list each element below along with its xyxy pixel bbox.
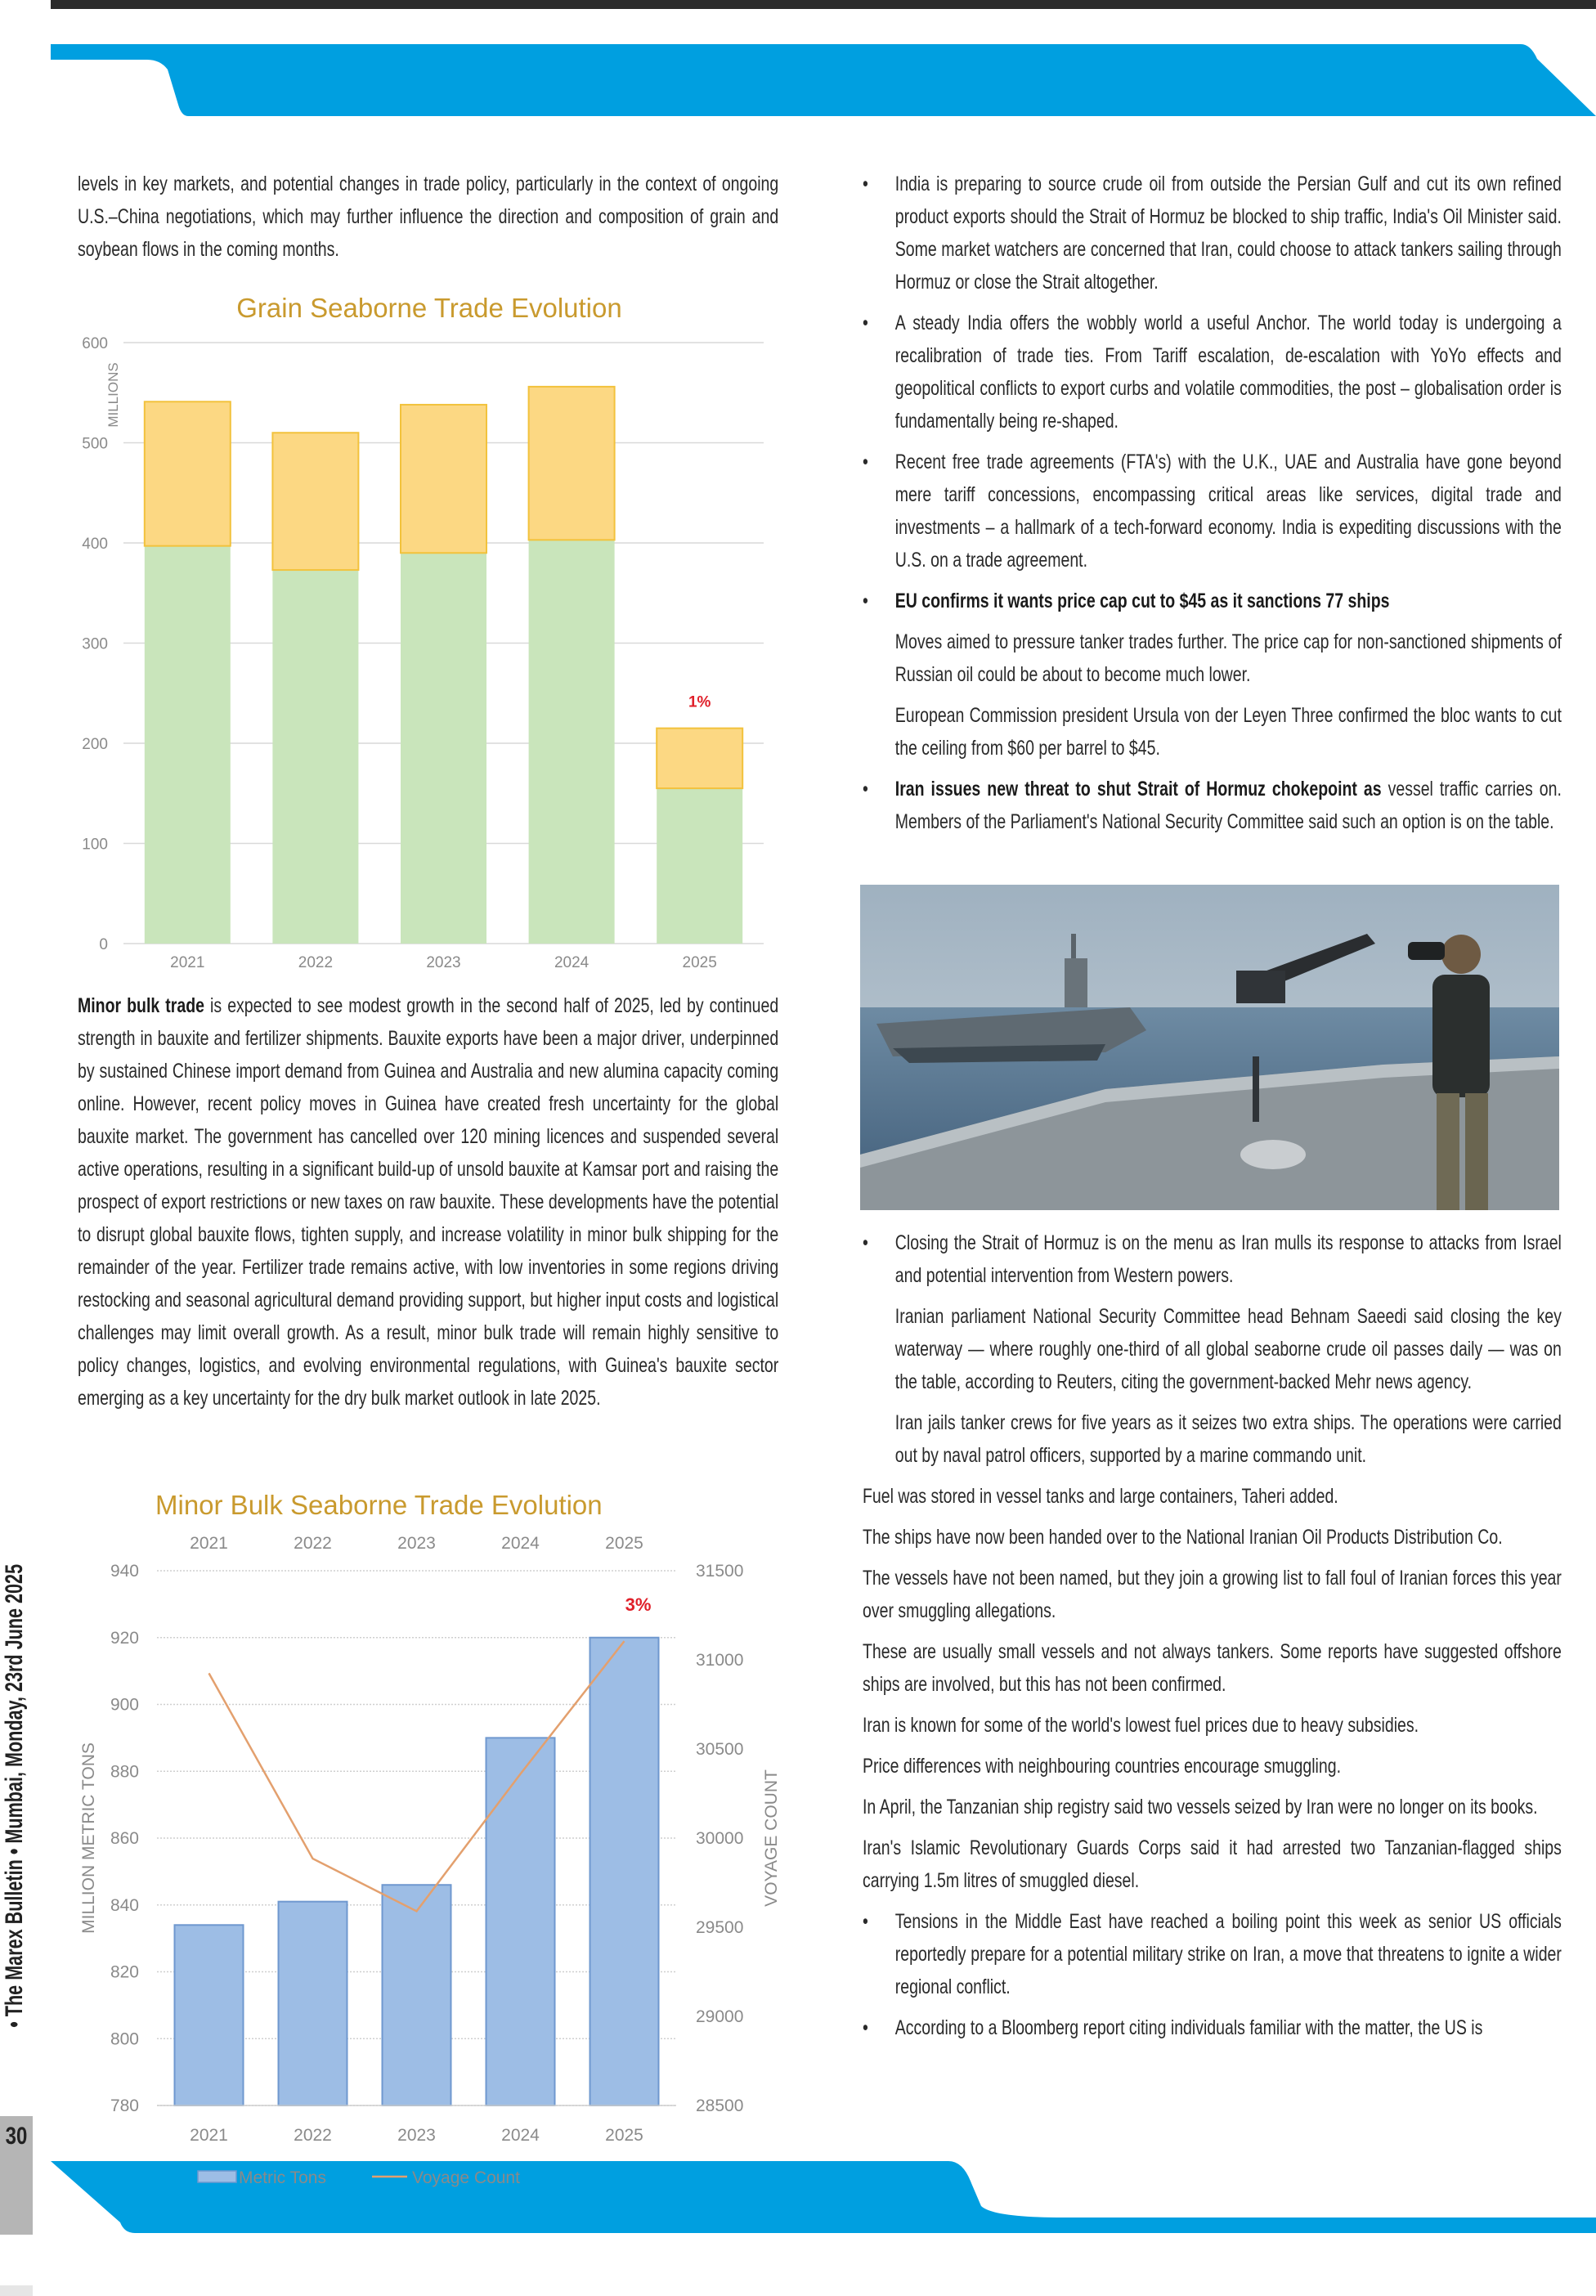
minor-bulk-chart-title: Minor Bulk Seaborne Trade Evolution bbox=[155, 1490, 603, 1520]
x-top-tick-label: 2023 bbox=[397, 1534, 436, 1553]
paragraph-text: Closing the Strait of Hormuz is on the menu as Iran mulls its response to attacks from Israel and potential intervention from Western powers. bbox=[894, 1231, 1562, 1287]
y-tick-label: 880 bbox=[110, 1762, 139, 1782]
y-tick-label: 900 bbox=[110, 1695, 139, 1715]
paragraph-text: Tensions in the Middle East have reached a boiling point this week as senior US officials reportedly prepare for a potential military strike on Iran, a move that threatens to ignite a wider regional conflict. bbox=[894, 1910, 1562, 1998]
x-tick-label: 2024 bbox=[501, 2126, 540, 2145]
x-tick-label: 2021 bbox=[170, 954, 205, 971]
paragraph-text: Moves aimed to pressure tanker trades further. The price cap for non-sanctioned shipments of Russian oil could be about to become much lower. bbox=[894, 630, 1562, 686]
annotation-label: 3% bbox=[625, 1594, 652, 1615]
minor-bulk-chart bbox=[65, 1480, 785, 2187]
grain-chart bbox=[65, 278, 785, 989]
bar-upper-segment bbox=[145, 401, 231, 545]
bullet-item bbox=[863, 585, 1562, 617]
x-tick-label: 2024 bbox=[554, 954, 590, 971]
paragraph-text: The vessels have not been named, but they join a growing list to fall foul of Iranian forces this year over smuggling allegations. bbox=[863, 1567, 1562, 1622]
y-tick-label: 940 bbox=[110, 1562, 139, 1581]
y-tick-label: 800 bbox=[110, 2029, 139, 2049]
y2-tick-label: 30500 bbox=[696, 1740, 744, 1759]
x-top-tick-label: 2024 bbox=[501, 1534, 540, 1553]
y-tick-label: 400 bbox=[82, 536, 108, 553]
bar-lower-segment bbox=[657, 788, 742, 944]
bullet-icon: • bbox=[863, 451, 868, 473]
bullet-item bbox=[863, 2011, 1562, 2044]
y-axis-label: MILLION METRIC TONS bbox=[79, 1742, 98, 1934]
y-tick-label: 0 bbox=[99, 936, 108, 953]
bullet-icon: • bbox=[863, 1231, 868, 1254]
bullet-item bbox=[863, 168, 1562, 298]
paragraph bbox=[863, 1480, 1562, 1513]
x-tick-label: 2025 bbox=[682, 954, 717, 971]
right-column-bottom bbox=[863, 1226, 1562, 2052]
paragraph bbox=[863, 626, 1562, 691]
bar-metric-tons bbox=[383, 1885, 451, 2105]
x-tick-label: 2022 bbox=[298, 954, 334, 971]
paragraph-text: Fuel was stored in vessel tanks and large containers, Taheri added. bbox=[863, 1485, 1338, 1508]
paragraph bbox=[863, 699, 1562, 765]
bold-lead: Iran issues new threat to shut Strait of Hormuz chokepoint as bbox=[894, 778, 1382, 800]
bar-lower-segment bbox=[401, 553, 486, 944]
legend-label-metric-tons: Metric Tons bbox=[239, 2168, 326, 2187]
y-tick-label: 820 bbox=[110, 1962, 139, 1982]
annotation-label: 1% bbox=[688, 693, 711, 711]
y-tick-label: 840 bbox=[110, 1895, 139, 1915]
y-tick-label: 600 bbox=[82, 335, 108, 352]
paragraph bbox=[863, 1750, 1562, 1783]
paragraph-text: Iran jails tanker crews for five years as it seizes two extra ships. The operations were carried out by naval patrol officers, supported by a marine commando unit. bbox=[894, 1411, 1562, 1467]
paragraph-text: A steady India offers the wobbly world a useful Anchor. The world today is undergoing a recalibration of trade ties. From Tariff escalation, de-escalation with YoYo effects and geopolitical conflicts to export curbs and volatile commodities, the post – globalisation order is fundamentally being re-shaped. bbox=[894, 312, 1562, 433]
bar-metric-tons bbox=[279, 1902, 347, 2105]
bar-lower-segment bbox=[272, 570, 358, 944]
grain-chart-plot bbox=[65, 278, 785, 989]
legend-label-voyage-count: Voyage Count bbox=[412, 2168, 520, 2187]
paragraph bbox=[863, 1406, 1562, 1472]
paragraph-text: Iran's Islamic Revolutionary Guards Corps said it had arrested two Tanzanian-flagged ships carrying 1.5m litres of smuggled diesel. bbox=[863, 1836, 1562, 1892]
paragraph-text: According to a Bloomberg report citing individuals familiar with the matter, the US is bbox=[894, 2016, 1483, 2039]
corner-tab bbox=[0, 2285, 33, 2296]
bar-upper-segment bbox=[529, 387, 615, 540]
y2-axis-label: VOYAGE COUNT bbox=[762, 1769, 781, 1907]
bar-lower-segment bbox=[145, 546, 231, 944]
bar-lower-segment bbox=[529, 540, 615, 944]
left-column-minor-bulk bbox=[78, 989, 778, 1423]
legend-swatch-metric-tons bbox=[198, 2171, 236, 2182]
paragraph bbox=[863, 1300, 1562, 1398]
x-tick-label: 2023 bbox=[397, 2126, 436, 2145]
x-tick-label: 2025 bbox=[605, 2126, 643, 2145]
minor-bulk-chart-plot bbox=[65, 1480, 785, 2187]
paragraph-text: Iran is known for some of the world's lowest fuel prices due to heavy subsidies. bbox=[863, 1714, 1419, 1737]
header-banner bbox=[0, 0, 1596, 123]
paragraph-text: vessel traffic carries on. Members of the Parliament's National Security Committee said such an option is on the table. bbox=[894, 778, 1562, 833]
y-tick-label: 860 bbox=[110, 1829, 139, 1848]
paragraph-text: Iranian parliament National Security Committee head Behnam Saeedi said closing the key waterway — where roughly one-third of all global seaborne crude oil passes daily — was on the table, according to Reuters, citing the government-backed Mehr news agency. bbox=[894, 1305, 1562, 1393]
intro-paragraph: levels in key markets, and potential changes in trade policy, particularly in the context of ongoing U.S.–China negotiations, which may further influence the direction and composition of grain and soybean flows in the coming months. bbox=[78, 173, 779, 261]
bold-lead: EU confirms it wants price cap cut to $45 as it sanctions 77 ships bbox=[894, 590, 1390, 612]
y-tick-label: 500 bbox=[82, 435, 108, 453]
bullet-item bbox=[863, 1905, 1562, 2003]
paragraph-text: Price differences with neighbouring countries encourage smuggling. bbox=[863, 1755, 1341, 1778]
paragraph bbox=[863, 1709, 1562, 1742]
paragraph-text: The ships have now been handed over to the National Iranian Oil Products Distribution Co. bbox=[863, 1526, 1503, 1549]
page-number: 30 bbox=[5, 2123, 28, 2150]
minor-bulk-paragraph bbox=[78, 989, 778, 1415]
y-tick-label: 300 bbox=[82, 635, 108, 653]
bullet-icon: • bbox=[863, 2016, 868, 2039]
bar-upper-segment bbox=[272, 433, 358, 570]
bullet-item bbox=[863, 446, 1562, 576]
bullet-item bbox=[863, 307, 1562, 437]
bar-metric-tons bbox=[590, 1638, 659, 2105]
naval-photo bbox=[860, 885, 1559, 1210]
y2-tick-label: 29000 bbox=[696, 2007, 744, 2026]
paragraph bbox=[863, 1562, 1562, 1627]
paragraph bbox=[863, 1791, 1562, 1823]
bar-metric-tons bbox=[486, 1738, 555, 2105]
bullet-icon: • bbox=[863, 312, 868, 334]
y2-tick-label: 30000 bbox=[696, 1829, 744, 1848]
y2-tick-label: 31500 bbox=[696, 1562, 744, 1581]
header-dark-bar bbox=[51, 0, 1596, 9]
left-column-intro bbox=[78, 168, 778, 274]
paragraph bbox=[863, 1521, 1562, 1554]
paragraph-text: Recent free trade agreements (FTA's) with the U.K., UAE and Australia have gone beyond mere tariff concessions, encompassing critical areas like services, digital trade and investments – a hallmark of a tech-forward economy. India is expediting discussions with the U.S. on a trade agreement. bbox=[894, 451, 1562, 572]
y-tick-label: 100 bbox=[82, 836, 108, 854]
paragraph-text: In April, the Tanzanian ship registry said two vessels seized by Iran were no longer on its books. bbox=[863, 1796, 1538, 1818]
bullet-item bbox=[863, 1226, 1562, 1292]
x-tick-label: 2021 bbox=[190, 2126, 228, 2145]
y-tick-label: 920 bbox=[110, 1628, 139, 1648]
x-top-tick-label: 2021 bbox=[190, 1534, 228, 1553]
minor-bulk-lead: Minor bulk trade bbox=[78, 994, 204, 1017]
y2-tick-label: 29500 bbox=[696, 1918, 744, 1937]
x-tick-label: 2022 bbox=[294, 2126, 332, 2145]
bar-upper-segment bbox=[401, 405, 486, 553]
y2-tick-label: 28500 bbox=[696, 2096, 744, 2115]
right-column-top bbox=[863, 168, 1562, 846]
paragraph bbox=[863, 1832, 1562, 1897]
publication-dateline: • The Marex Bulletin • Mumbai, Monday, 23rd June 2025 bbox=[1, 1563, 28, 2028]
paragraph-text: European Commission president Ursula von der Leyen Three confirmed the bloc wants to cut the ceiling from $60 per barrel to $45. bbox=[894, 704, 1562, 760]
paragraph bbox=[863, 1635, 1562, 1701]
paragraph-text: These are usually small vessels and not always tankers. Some reports have suggested offshore ships are involved, but this has not been confirmed. bbox=[863, 1640, 1562, 1696]
y2-tick-label: 31000 bbox=[696, 1651, 744, 1670]
bullet-icon: • bbox=[863, 590, 868, 612]
paragraph-text: India is preparing to source crude oil from outside the Persian Gulf and cut its own refined product exports should the Strait of Hormuz be blocked to ship traffic, India's Oil Minister said. Some market watchers are concerned that Iran, could choose to attack tankers sailing through Hormuz or close the Strait altogether. bbox=[894, 173, 1562, 294]
y-axis-label: MILLIONS bbox=[105, 362, 121, 428]
bar-metric-tons bbox=[175, 1925, 244, 2105]
bullet-icon: • bbox=[863, 778, 868, 800]
voyage-count-line bbox=[209, 1641, 625, 1911]
bullet-icon: • bbox=[863, 173, 868, 195]
x-top-tick-label: 2025 bbox=[605, 1534, 643, 1553]
grain-chart-title: Grain Seaborne Trade Evolution bbox=[236, 293, 622, 323]
x-top-tick-label: 2022 bbox=[294, 1534, 332, 1553]
bar-upper-segment bbox=[657, 729, 742, 789]
header-blue-swoosh bbox=[51, 44, 1596, 116]
publication-dateline-wrap bbox=[0, 1545, 31, 2118]
y-tick-label: 780 bbox=[110, 2096, 139, 2115]
y-tick-label: 200 bbox=[82, 736, 108, 753]
page-number-tab bbox=[0, 2116, 33, 2235]
minor-bulk-text: is expected to see modest growth in the second half of 2025, led by continued strength in bauxite and fertilizer shipments. Bauxite exports have been a major driver, underpinned by sustained Chinese import demand from Guinea and Australia and new alumina capacity coming online. However, recent policy moves in Guinea have created fresh uncertainty for the global bauxite market. The government has cancelled over 120 mining licences and suspended several active operations, resulting in a significant build-up of unsold bauxite at Kamsar port and raising the prospect of export restrictions or new taxes on raw bauxite. These developments have the potential to disrupt global bauxite flows, tighten supply, and increase volatility in minor bulk shipping for the remainder of the year. Fertilizer trade remains active, with low inventories in some regions driving restocking and seasonal agricultural demand providing support, but higher input costs and logistical challenges may limit overall growth. As a result, minor bulk trade will remain highly sensitive to policy changes, logistics, and evolving environmental regulations, with Guinea's bauxite sector emerging as a key uncertainty for the dry bulk market outlook in late 2025. bbox=[78, 994, 779, 1410]
bullet-icon: • bbox=[863, 1910, 868, 1933]
bullet-item bbox=[863, 773, 1562, 838]
x-tick-label: 2023 bbox=[426, 954, 461, 971]
